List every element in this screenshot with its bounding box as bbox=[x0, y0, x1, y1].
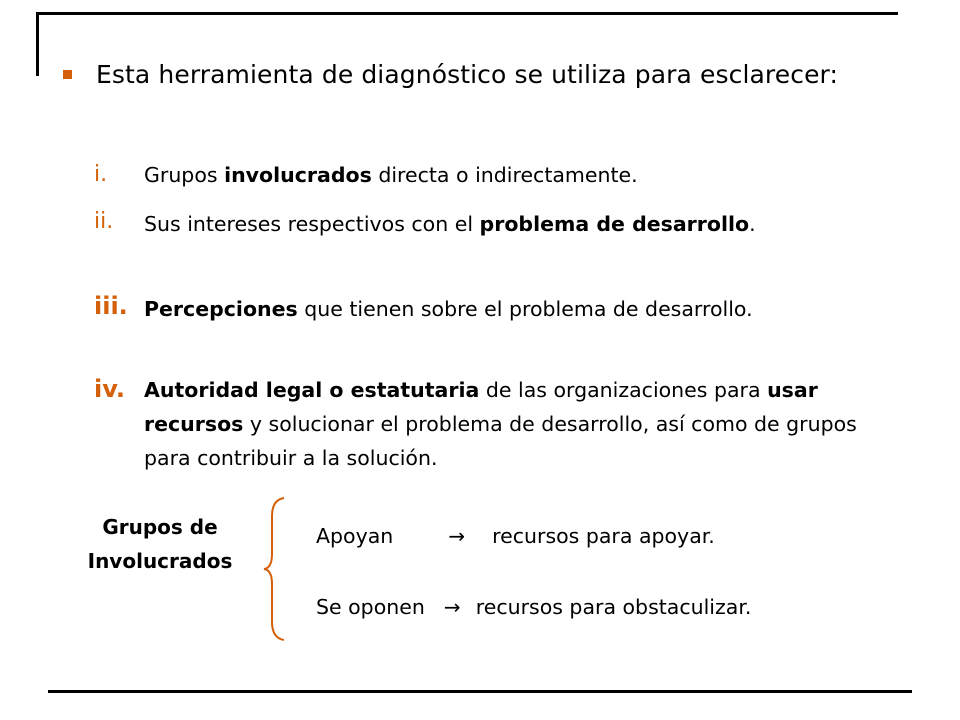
item-number: i. bbox=[94, 162, 108, 187]
curly-brace-icon bbox=[262, 496, 288, 642]
right-arrow-icon: → bbox=[448, 524, 466, 548]
left-rule bbox=[36, 12, 39, 76]
oppose-text: recursos para obstaculizar. bbox=[475, 595, 752, 619]
item-text: Autoridad legal o estatutaria de las organizaciones para usar recursos y solucionar el problema de desarrollo, así como de grupos para contribuir a la solución. bbox=[144, 378, 857, 470]
item-text: Sus intereses respectivos con el problema de desarrollo. bbox=[144, 212, 756, 236]
support-row bbox=[316, 521, 715, 551]
right-arrow-icon: → bbox=[443, 595, 461, 619]
group-title: Grupos de Involucrados bbox=[87, 515, 233, 573]
oppose-row bbox=[316, 592, 751, 622]
top-rule bbox=[36, 12, 898, 15]
support-label: Apoyan bbox=[316, 524, 394, 548]
item-number: ii. bbox=[94, 209, 114, 234]
item-text: Grupos involucrados directa o indirectamente. bbox=[144, 163, 638, 187]
oppose-label: Se oponen bbox=[316, 595, 425, 619]
slide-heading: Esta herramienta de diagnóstico se utiliza para esclarecer: bbox=[96, 60, 839, 89]
bottom-rule bbox=[48, 690, 912, 693]
item-number: iii. bbox=[94, 292, 128, 320]
item-number: iv. bbox=[94, 375, 126, 403]
item-text: Percepciones que tienen sobre el problema de desarrollo. bbox=[144, 297, 753, 321]
support-text: recursos para apoyar. bbox=[492, 524, 715, 548]
square-bullet-icon bbox=[63, 70, 72, 79]
